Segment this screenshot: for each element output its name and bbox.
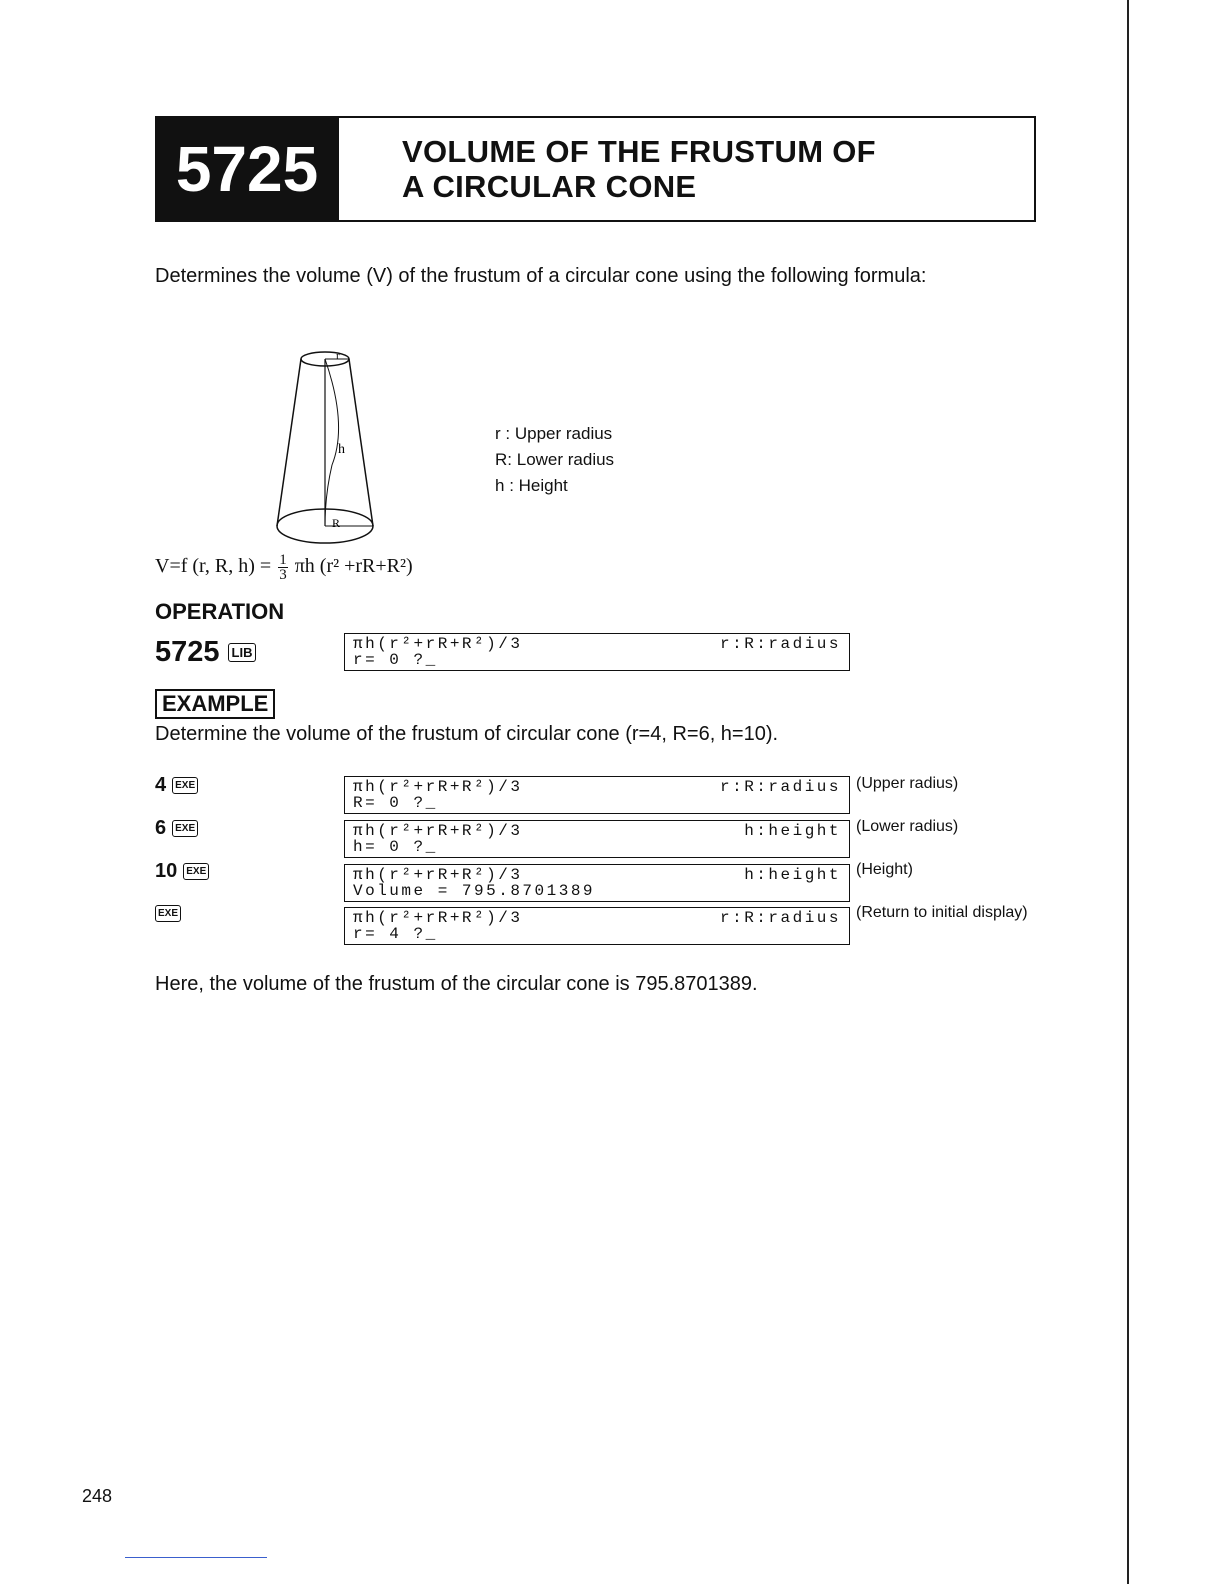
intro-text: Determines the volume (V) of the frustum of a circular cone using the following formula: <box>155 265 927 287</box>
step-key <box>155 860 209 883</box>
step-note: (Lower radius) <box>856 818 959 835</box>
lcd-input-line: r= 4 ?_ <box>353 925 438 943</box>
lcd-display-step-1 <box>344 776 850 814</box>
step-note: (Height) <box>856 861 913 878</box>
conclusion-text: Here, the volume of the frustum of the circular cone is 795.8701389. <box>155 973 758 995</box>
diagram-label-R: R <box>332 516 341 530</box>
lcd-display-initial <box>344 633 850 671</box>
lcd-display-step-3 <box>344 864 850 902</box>
fraction-denominator: 3 <box>279 567 287 583</box>
step-key-number: 10 <box>155 860 178 882</box>
diagram-label-r: r <box>336 350 340 362</box>
operation-key-number: 5725 <box>155 636 220 668</box>
lcd-prompt-label: h:height <box>744 822 841 840</box>
legend-text: Lower radius <box>516 450 615 469</box>
lcd-input-line: R= 0 ?_ <box>353 794 438 812</box>
operation-keys <box>155 636 256 669</box>
program-number: 5725 <box>155 116 339 222</box>
exe-key-icon: EXE <box>183 863 209 880</box>
legend-symbol: h <box>495 476 505 495</box>
lcd-prompt-label: r:R:radius <box>719 778 841 796</box>
lcd-formula: πh(r²+rR+R²)/3 <box>353 866 523 884</box>
formula-rhs: πh (r² +rR+R²) <box>294 555 413 578</box>
lcd-formula: πh(r²+rR+R²)/3 <box>353 635 523 653</box>
step-key-number: 6 <box>155 817 167 839</box>
title-line-1: VOLUME OF THE FRUSTUM OF <box>402 134 876 169</box>
legend-item: r : Upper radius <box>495 424 613 443</box>
step-note: (Return to initial display) <box>856 904 1028 921</box>
footer-line <box>125 1557 267 1558</box>
formula-lhs: V=f (r, R, h) = <box>155 555 272 578</box>
variable-legend <box>495 421 614 499</box>
step-key <box>155 774 198 797</box>
lcd-prompt-label: h:height <box>744 866 841 884</box>
lcd-formula: πh(r²+rR+R²)/3 <box>353 778 523 796</box>
step-note: (Upper radius) <box>856 775 959 792</box>
exe-key-icon: EXE <box>155 905 181 922</box>
page-title <box>402 134 876 204</box>
legend-symbol: R <box>495 450 508 469</box>
legend-symbol: r <box>495 424 501 443</box>
lcd-formula: πh(r²+rR+R²)/3 <box>353 909 523 927</box>
lcd-input-line: r= 0 ?_ <box>353 651 438 669</box>
diagram-label-h: h <box>338 442 345 457</box>
exe-key-icon: EXE <box>172 820 198 837</box>
volume-formula <box>155 553 413 582</box>
legend-text: Upper radius <box>514 424 613 443</box>
lcd-formula: πh(r²+rR+R²)/3 <box>353 822 523 840</box>
lcd-result-line: Volume = 795.8701389 <box>353 882 596 900</box>
frustum-diagram <box>270 345 380 545</box>
example-description: Determine the volume of the frustum of circular cone (r=4, R=6, h=10). <box>155 723 779 745</box>
lcd-input-line: h= 0 ?_ <box>353 838 438 856</box>
step-key <box>155 817 198 840</box>
binding-edge-rule <box>1127 0 1129 1584</box>
lcd-display-step-2 <box>344 820 850 858</box>
fraction-numerator: 1 <box>279 552 287 568</box>
formula-fraction <box>278 553 288 582</box>
legend-item: R: Lower radius <box>495 450 615 469</box>
legend-item: h : Height <box>495 476 568 495</box>
step-key-number: 4 <box>155 774 167 796</box>
lcd-prompt-label: r:R:radius <box>719 909 841 927</box>
operation-heading: OPERATION <box>155 599 285 624</box>
step-key <box>155 905 181 922</box>
title-line-2: A CIRCULAR CONE <box>402 169 697 204</box>
lib-key-icon: LIB <box>228 643 257 662</box>
lcd-display-step-4 <box>344 907 850 945</box>
page-number: 248 <box>82 1486 113 1506</box>
exe-key-icon: EXE <box>172 777 198 794</box>
lcd-prompt-label: r:R:radius <box>719 635 841 653</box>
example-label: EXAMPLE <box>155 689 275 719</box>
legend-text: Height <box>518 476 568 495</box>
